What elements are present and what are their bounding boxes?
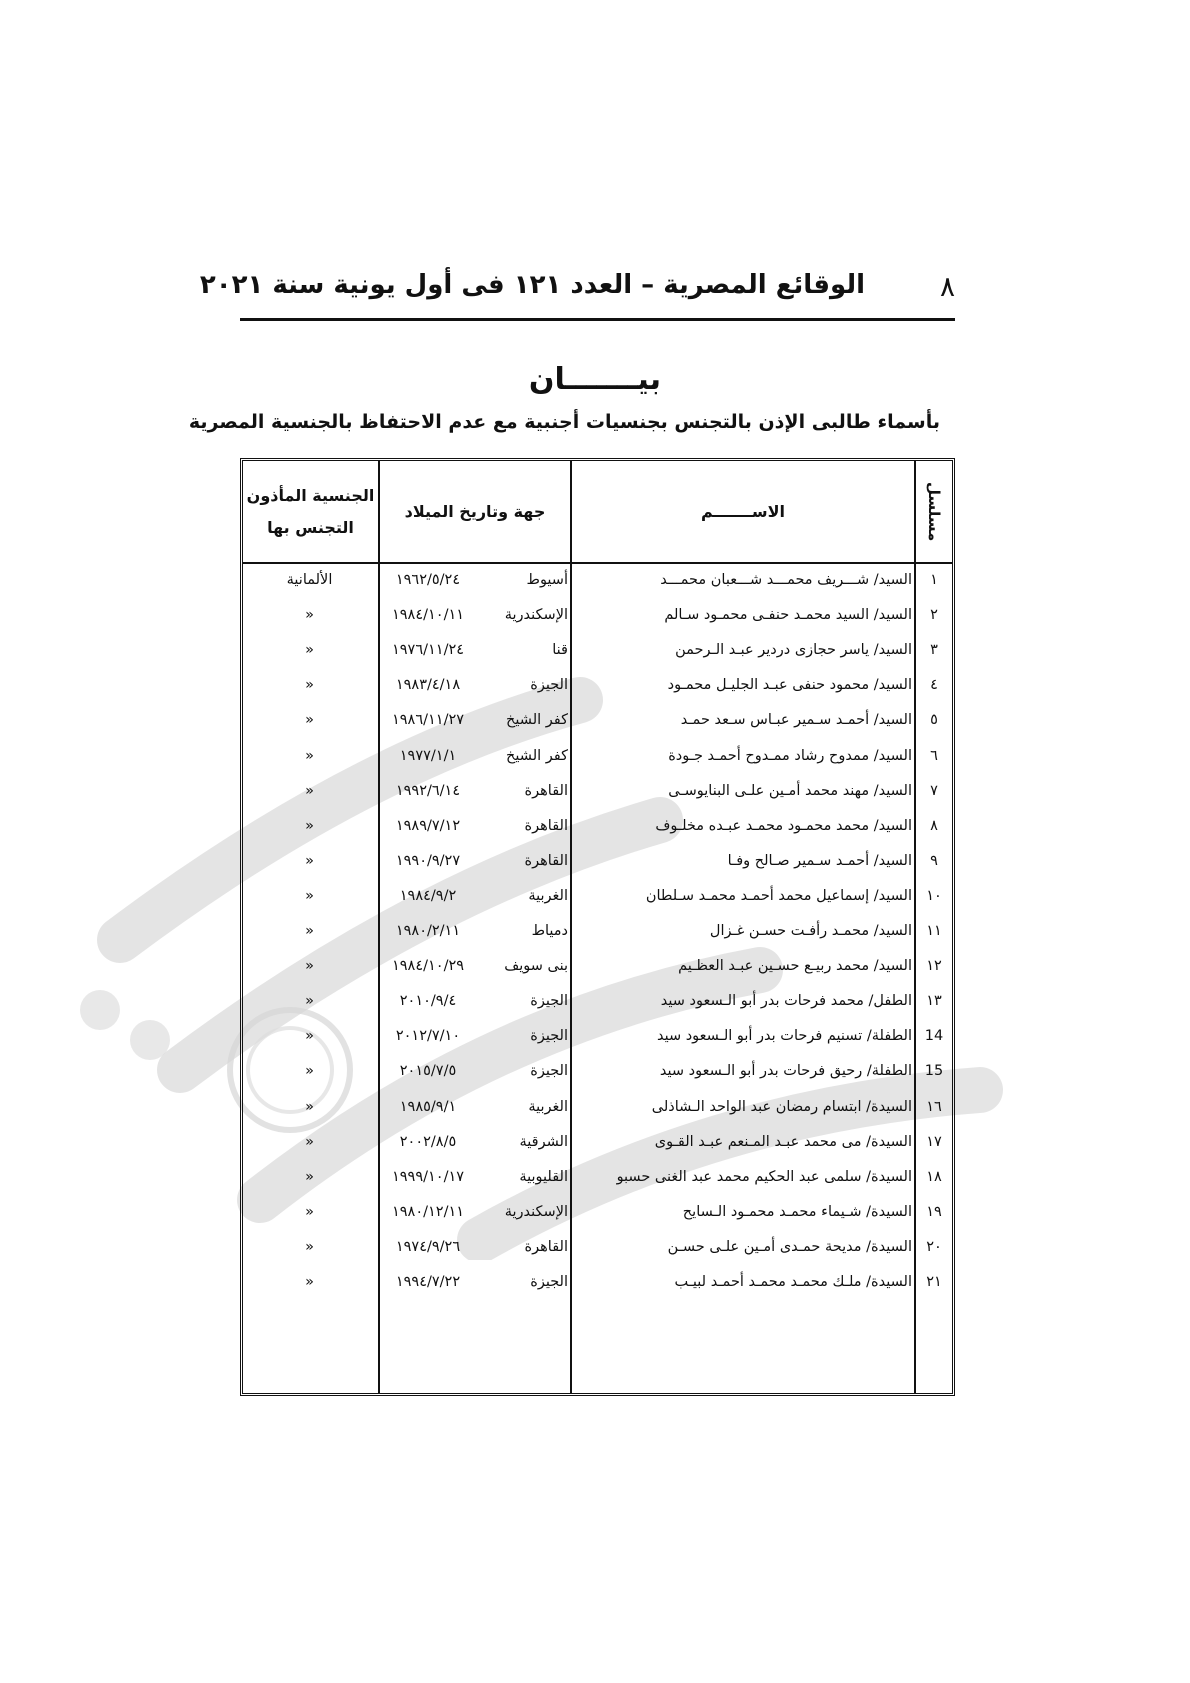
cell-nationality: « (305, 1133, 314, 1150)
cell-birth-place: القاهرة (524, 782, 568, 799)
cell-name: الطفلة/ تسنيم فرحات بدر أبو الـسعود سيد (656, 1028, 912, 1045)
cell-name: السيدة/ ملـك محمـد محمـد أحمـد لبيـب (674, 1274, 912, 1290)
table-row (243, 1192, 952, 1232)
cell-nationality: « (305, 1063, 314, 1080)
cell-birth-date: ١٩٧٦/١١/٢٤ (391, 642, 465, 659)
cell-serial: ٢٠ (926, 1238, 942, 1255)
cell-serial: ١٢ (926, 958, 942, 975)
cell-nationality: « (305, 887, 314, 904)
cell-serial: ٢١ (926, 1274, 942, 1290)
cell-birth-place: الغربية (528, 887, 568, 904)
cell-serial: 14 (924, 1028, 944, 1045)
cell-nationality: « (305, 1274, 314, 1290)
cell-nationality: « (305, 817, 314, 834)
table-row (243, 665, 952, 705)
cell-nationality: « (305, 607, 314, 624)
column-header-nationality: الجنسية المأذون التجنس بها (246, 485, 375, 537)
cell-serial: ٣ (930, 642, 938, 659)
cell-birth-date: ١٩٨٤/١٠/١١ (391, 607, 465, 624)
table-row (243, 1227, 952, 1267)
cell-name: السيد/ شـــريف محمـــد شـــعبان محمـــد (660, 572, 912, 588)
cell-name: الطفلة/ رحيق فرحات بدر أبو الـسعود سيد (659, 1063, 912, 1080)
cell-birth-place: الجيزة (530, 1063, 568, 1080)
cell-birth-place: كفر الشيخ (506, 712, 568, 729)
cell-name: السيدة/ شـيماء محمـد محمـود الـسايح (682, 1203, 912, 1220)
cell-serial: ١٨ (926, 1168, 942, 1185)
cell-nationality: « (305, 1203, 314, 1220)
cell-birth-place: كفر الشيخ (506, 747, 568, 764)
cell-birth-place: القاهرة (524, 852, 568, 869)
cell-name: السيد/ ياسر حجازى دردير عبـد الـرحمن (675, 642, 912, 659)
cell-nationality: « (305, 712, 314, 729)
gazette-header-title: الوقائع المصرية – العدد ١٢١ فى أول يونية سنة ٢٠٢١ (199, 270, 865, 300)
cell-birth-date: ٢٠١٥/٧/٥ (399, 1063, 457, 1080)
cell-serial: ١٣ (926, 993, 942, 1010)
cell-birth-date: ٢٠١٠/٩/٤ (399, 993, 457, 1010)
cell-name: السيدة/ مديحة حمـدى أمـين علـى حسـن (667, 1238, 912, 1255)
table-row (243, 700, 952, 740)
cell-birth-date: ١٩٩٢/٦/١٤ (395, 782, 461, 799)
cell-nationality: « (305, 852, 314, 869)
cell-birth-date: ١٩٧٤/٩/٢٦ (395, 1238, 461, 1255)
page-number: ٨ (939, 270, 955, 303)
table-row (243, 1051, 952, 1091)
cell-birth-place: القاهرة (524, 1238, 568, 1255)
cell-birth-date: ١٩٨٥/٩/١ (399, 1098, 457, 1115)
cell-nationality: « (305, 923, 314, 939)
table-row (243, 841, 952, 881)
cell-birth-place: القاهرة (524, 817, 568, 834)
cell-nationality: « (305, 677, 314, 694)
cell-serial: 15 (924, 1063, 944, 1080)
table-row (243, 1087, 952, 1127)
cell-birth-place: قنا (552, 642, 568, 659)
cell-birth-date: ١٩٩٩/١٠/١٧ (391, 1168, 465, 1185)
cell-name: السيد/ مهند محمد أمـين علـى البنايوسـى (668, 782, 912, 799)
cell-name: السيد/ أحمـد سـمير صـالح وفـا (727, 852, 912, 869)
cell-birth-date: ١٩٨٣/٤/١٨ (395, 677, 461, 694)
table-row (243, 1122, 952, 1162)
cell-birth-place: الإسكندرية (504, 607, 568, 624)
cell-birth-date: ٢٠١٢/٧/١٠ (395, 1028, 461, 1045)
table-row (243, 1262, 952, 1302)
cell-nationality: « (305, 747, 314, 764)
cell-serial: ٤ (930, 677, 938, 694)
cell-nationality: « (305, 1098, 314, 1115)
cell-name: السيد/ محمد محمـود محمـد عبـده مخلـوف (655, 817, 912, 834)
cell-serial: ٥ (930, 712, 938, 729)
cell-name: السيد/ محمـد رأفـت حسـن غـزال (709, 923, 912, 939)
cell-name: السيدة/ مى محمد عبـد المـنعم عبـد القـوى (654, 1133, 912, 1150)
header-divider (240, 318, 955, 321)
table-row (243, 736, 952, 776)
cell-birth-place: الجيزة (530, 1028, 568, 1045)
cell-birth-date: ١٩٨٤/١٠/٢٩ (391, 958, 465, 975)
cell-nationality: « (305, 1168, 314, 1185)
document-title: بيـــــــان (528, 362, 662, 397)
cell-nationality: « (305, 958, 314, 975)
cell-birth-place: القليوبية (519, 1168, 568, 1185)
cell-birth-date: ١٩٩٠/٩/٢٧ (395, 852, 461, 869)
cell-serial: ١٠ (926, 887, 942, 904)
cell-nationality: « (305, 1028, 314, 1045)
column-header-birth: جهة وتاريخ الميلاد (404, 501, 546, 521)
table-row (243, 771, 952, 811)
cell-name: الطفل/ محمد فرحات بدر أبو الـسعود سيد (660, 993, 912, 1010)
cell-birth-place: أسيوط (526, 572, 568, 588)
cell-nationality: الألمانية (286, 572, 333, 588)
table-row (243, 1016, 952, 1056)
table-row (243, 806, 952, 846)
cell-birth-place: الجيزة (530, 993, 568, 1010)
cell-birth-place: الإسكندرية (504, 1203, 568, 1220)
cell-name: السيد/ محمد ربيـع حسـين عبـد العظـيم (678, 958, 912, 975)
cell-name: السيد/ ممدوح رشاد ممـدوح أحمـد جـودة (668, 747, 912, 764)
cell-birth-date: ٢٠٠٢/٨/٥ (399, 1133, 457, 1150)
cell-serial: ١٦ (926, 1098, 942, 1115)
cell-serial: ٦ (930, 747, 938, 764)
cell-serial: ٨ (930, 817, 938, 834)
cell-birth-place: بنى سويف (504, 958, 568, 975)
cell-birth-date: ١٩٧٧/١/١ (399, 747, 457, 764)
cell-name: السيد/ إسماعيل محمد أحمـد محمـد سـلطان (645, 887, 912, 904)
cell-serial: ١ (930, 572, 938, 588)
cell-birth-place: الجيزة (530, 1274, 568, 1290)
cell-serial: ٧ (930, 782, 938, 799)
page-header (199, 268, 955, 314)
table-row (243, 876, 952, 916)
cell-birth-place: الغربية (528, 1098, 568, 1115)
cell-birth-place: الجيزة (530, 677, 568, 694)
cell-name: السيد/ أحمـد سـمير عبـاس سـعد حمـد (680, 712, 912, 729)
document-subtitle: بأسماء طالبى الإذن بالتجنس بجنسيات أجنبية مع عدم الاحتفاظ بالجنسية المصرية (188, 411, 940, 433)
table-row (243, 560, 952, 600)
cell-nationality: « (305, 993, 314, 1010)
cell-birth-date: ١٩٨٠/٢/١١ (395, 923, 461, 939)
column-header-name: الاســـــــم (701, 501, 785, 521)
cell-nationality: « (305, 1238, 314, 1255)
cell-birth-date: ١٩٨٠/١٢/١١ (391, 1203, 465, 1220)
table-row (243, 1157, 952, 1197)
cell-serial: ١٧ (926, 1133, 942, 1150)
cell-name: السيدة/ سلمى عبد الحكيم محمد عبد الغنى حسبو (616, 1168, 912, 1185)
table-row (243, 595, 952, 635)
cell-birth-date: ١٩٨٩/٧/١٢ (395, 817, 461, 834)
cell-serial: ٢ (930, 607, 938, 624)
cell-name: السيدة/ ابتسام رمضان عبد الواحد الـشاذلى (651, 1098, 912, 1115)
cell-nationality: « (305, 782, 314, 799)
column-header-serial: مسلسل (925, 481, 943, 542)
table-row (243, 911, 952, 951)
cell-name: السيد/ السيد محمـد حنفـى محمـود سـالم (664, 607, 912, 624)
cell-serial: ١٩ (926, 1203, 942, 1220)
cell-birth-date: ١٩٨٦/١١/٢٧ (391, 712, 465, 729)
table-row (243, 946, 952, 986)
cell-birth-place: الشرقية (519, 1133, 568, 1150)
cell-serial: ١١ (926, 923, 942, 939)
cell-birth-date: ١٩٦٢/٥/٢٤ (395, 572, 461, 588)
naturalization-table (240, 458, 955, 1396)
cell-serial: ٩ (930, 852, 938, 869)
cell-birth-date: ١٩٨٤/٩/٢ (399, 887, 457, 904)
cell-nationality: « (305, 642, 314, 659)
cell-name: السيد/ محمود حنفى عبـد الجليـل محمـود (667, 677, 912, 694)
cell-birth-date: ١٩٩٤/٧/٢٢ (395, 1274, 461, 1290)
table-row (243, 981, 952, 1021)
cell-birth-place: دمياط (531, 923, 568, 939)
table-row (243, 630, 952, 670)
